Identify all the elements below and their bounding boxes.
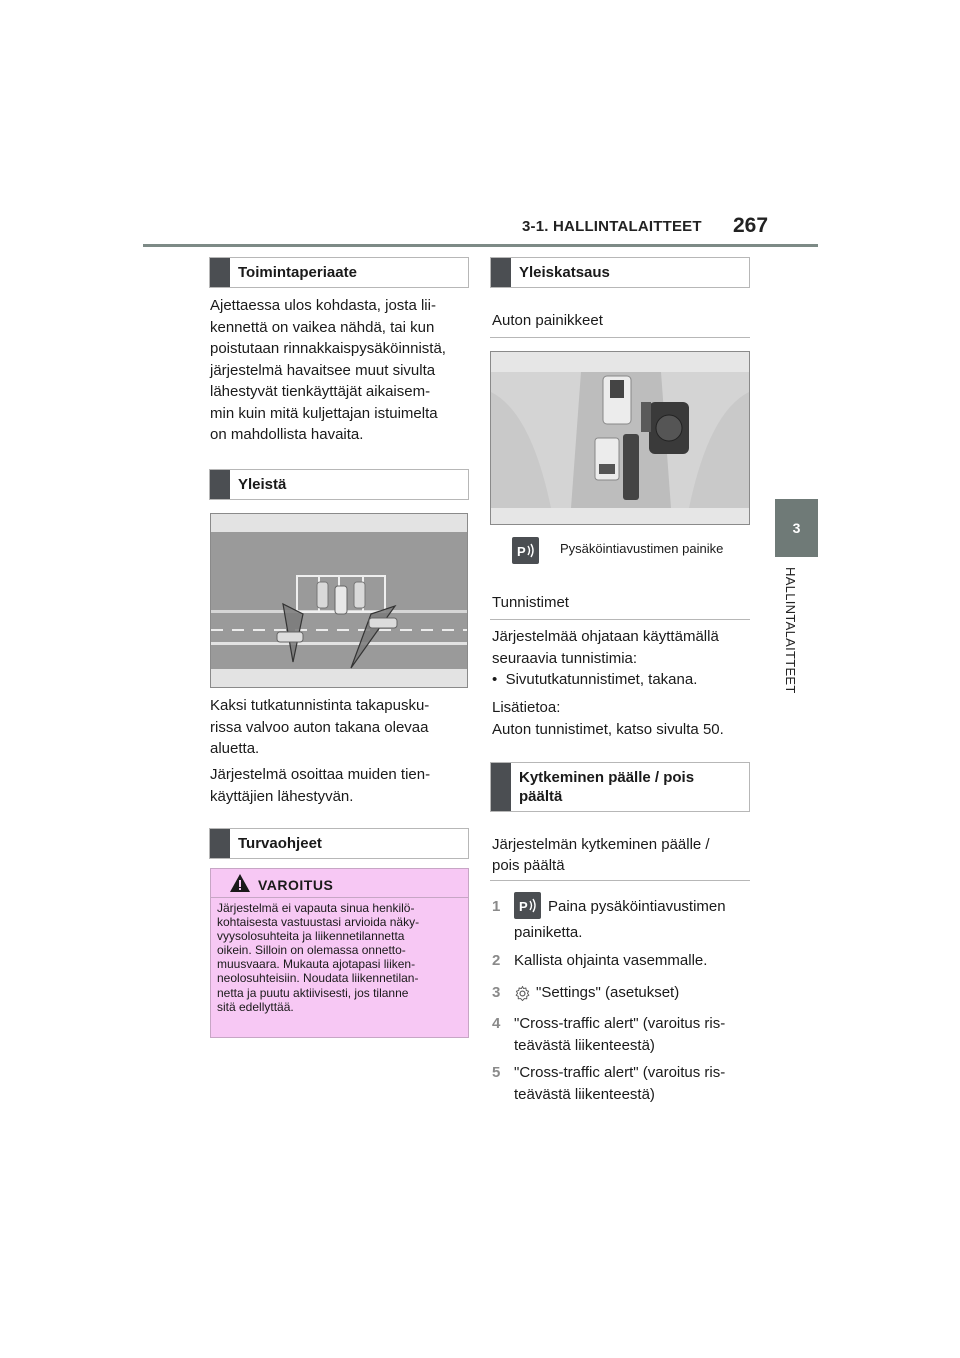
text-line: Järjestelmän kytkeminen päälle /: [492, 836, 710, 853]
step-text: [514, 1013, 725, 1057]
text-line: Ajettaessa ulos kohdasta, josta lii-: [210, 297, 436, 314]
text-line: lähestyvät tienkäyttäjät aikaisem-: [210, 383, 431, 400]
text-line: teävästä liikenteestä): [514, 1037, 655, 1054]
svg-text:P: P: [517, 544, 526, 559]
text-line: on mahdollista havaita.: [210, 426, 364, 443]
lisatietoa-block: [492, 697, 752, 740]
section-yleiskatsaus: [490, 257, 750, 288]
subheading-rule: [490, 619, 750, 620]
header-rule: [143, 244, 818, 247]
page-reference-link[interactable]: Auton tunnistimet, katso sivulta 50.: [492, 720, 724, 738]
text-line: Järjestelmä osoittaa muiden tien-: [210, 766, 431, 783]
tunnistimet-text: [492, 626, 752, 691]
warning-box: [210, 868, 469, 1038]
text-line: oikein. Silloin on olemassa onnetto-: [217, 943, 406, 958]
step-number: 1: [492, 898, 501, 915]
section-kytkeminen: [490, 762, 750, 812]
chapter-title: 3-1. HALLINTALAITTEET: [522, 218, 702, 235]
page-number: 267: [733, 214, 769, 237]
section-bar: [491, 763, 511, 811]
text-line: aluetta.: [210, 740, 260, 757]
parking-assist-button-icon: [514, 892, 541, 919]
yleista-text-2: [210, 764, 470, 807]
svg-text:P: P: [519, 899, 528, 914]
warning-triangle-icon: [229, 873, 251, 893]
text-line: pois päältä: [492, 857, 565, 874]
section-title: Turvaohjeet: [238, 835, 322, 852]
section-title: Yleistä: [238, 476, 287, 493]
text-line: neolosuhteisiin. Noudata liikennetilan-: [217, 971, 419, 986]
settings-gear-icon: [514, 985, 531, 1002]
step-number: 2: [492, 952, 501, 969]
center-console-illustration: [490, 351, 750, 525]
text-line: vyysolosuhteita ja liikennetilannetta: [217, 929, 405, 944]
toimintaperiaate-text: [210, 295, 470, 446]
text-line: Lisätietoa:: [492, 699, 561, 716]
text-line: "Cross-traffic alert" (varoitus ris-: [514, 1015, 726, 1032]
text-line: Järjestelmää ohjataan käyttämällä: [492, 628, 719, 645]
subheading-rule: [490, 337, 750, 338]
parking-assist-button-icon: [512, 537, 539, 564]
text-line: poistutaan rinnakkaispysäköinnistä,: [210, 340, 446, 357]
section-title: Toimintaperiaate: [238, 264, 357, 281]
text-line: Kaksi tutkatunnistinta takapusku-: [210, 697, 430, 714]
text-line: seuraavia tunnistimia:: [492, 649, 638, 667]
section-yleista: [209, 469, 469, 500]
subheading-tunnistimet: Tunnistimet: [492, 594, 569, 611]
button-caption: Pysäköintiavustimen painike: [560, 541, 724, 556]
bullet-text: Sivututkatunnistimet, takana.: [505, 671, 698, 688]
text-line: rissa valvoo auton takana olevaa: [210, 718, 429, 736]
text-line: käyttäjien lähestyvän.: [210, 787, 354, 805]
section-bar: [210, 829, 230, 858]
yleista-text-1: [210, 695, 470, 760]
bullet-item: • Sivututkatunnistimet, takana.: [492, 671, 698, 688]
section-bar: [210, 470, 230, 499]
warning-divider: [211, 897, 468, 898]
step-3: [492, 982, 500, 1004]
step-2: [492, 950, 500, 972]
step-5: [492, 1062, 500, 1084]
step-text: [514, 1062, 725, 1106]
text-line: muusvaara. Mukauta ajotapasi liiken-: [217, 957, 416, 972]
subheading-rule: [490, 880, 750, 881]
section-title: [519, 768, 694, 806]
side-tab-label: HALLINTALAITTEET: [783, 567, 798, 694]
text-line: järjestelmä havaitsee muut sivulta: [210, 361, 436, 379]
step-number: 4: [492, 1015, 501, 1032]
section-turvaohjeet: [209, 828, 469, 859]
text-line: Kytkeminen päälle / pois: [519, 769, 695, 786]
section-title: Yleiskatsaus: [519, 264, 610, 281]
subheading-auton-painikkeet: Auton painikkeet: [492, 312, 603, 329]
section-toimintaperiaate: [209, 257, 469, 288]
text-line: "Cross-traffic alert" (varoitus ris-: [514, 1064, 726, 1081]
road-scene-graphic: [211, 514, 467, 687]
step-text: painiketta.: [514, 924, 583, 941]
console-graphic: [491, 352, 749, 524]
text-line: teävästä liikenteestä): [514, 1086, 655, 1103]
warning-title: VAROITUS: [258, 877, 334, 893]
cross-traffic-illustration: [210, 513, 468, 688]
step-number: 5: [492, 1064, 501, 1081]
text-line: kennettä on vaikea nähdä, tai kun: [210, 318, 435, 336]
warning-text: [217, 901, 462, 1014]
text-line: sitä edellyttää.: [217, 999, 294, 1014]
step-text: Paina pysäköintiavustimen: [548, 898, 726, 915]
side-tab: 3: [775, 499, 818, 557]
step-number: 3: [492, 984, 501, 1001]
subheading-kytkeminen: [492, 834, 710, 876]
text-line: Järjestelmä ei vapauta sinua henkilö-: [217, 901, 415, 915]
text-line: kohtaisesta vastuustasi arvioida näky-: [217, 915, 420, 930]
text-line: päältä: [519, 788, 563, 805]
section-bar: [210, 258, 230, 287]
section-bar: [491, 258, 511, 287]
step-text: "Settings" (asetukset): [536, 984, 680, 1001]
step-text: Kallista ohjainta vasemmalle.: [514, 952, 708, 969]
text-line: netta ja puutu aktiivisesti, jos tilanne: [217, 985, 409, 1000]
text-line: min kuin mitä kuljettajan istuimelta: [210, 404, 438, 422]
step-4: [492, 1013, 500, 1035]
